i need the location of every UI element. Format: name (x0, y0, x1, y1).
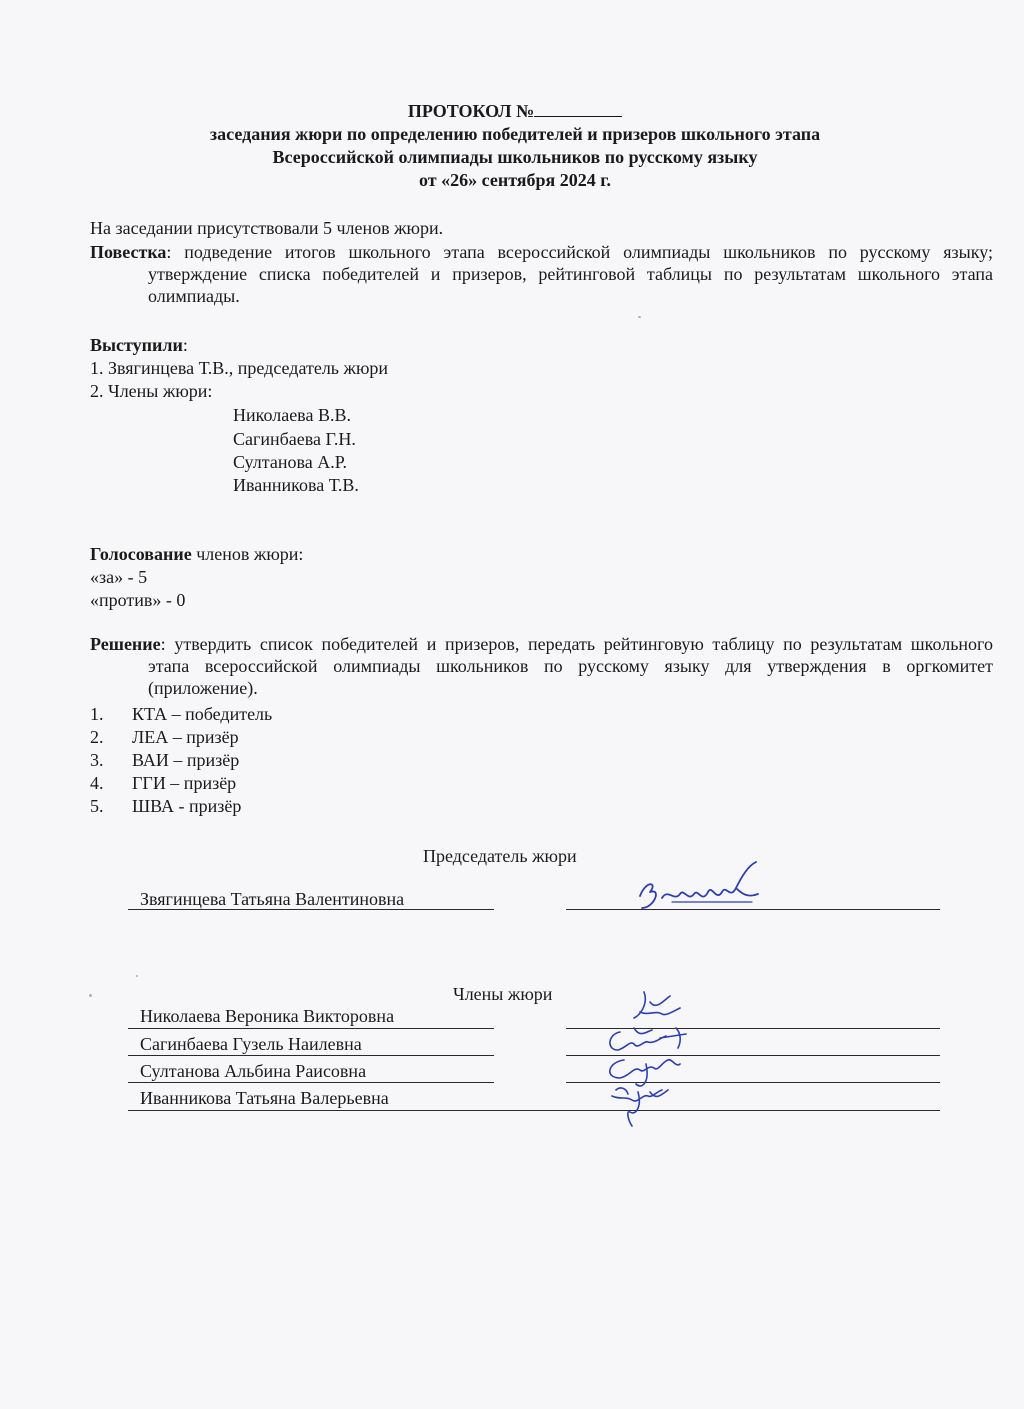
speaker-item-1: 1. Звягинцева Т.В., председатель жюри (90, 358, 389, 378)
header-line-2: заседания жюри по определению победителей и призеров школьного этапа (209, 124, 821, 144)
member-short-4: Иванникова Т.В. (233, 475, 359, 495)
agenda-label: Повестка (90, 242, 167, 262)
protocol-header (90, 100, 940, 192)
member-full-name-3: Султанова Альбина Раисовна (140, 1061, 367, 1081)
member-short-2: Сагинбаева Г.Н. (233, 429, 356, 449)
speakers-heading: Выступили: (90, 335, 188, 355)
chair-heading: Председатель жюри (423, 846, 577, 866)
vote-for: «за» - 5 (90, 567, 148, 587)
member-name-line-1 (128, 1028, 494, 1029)
decision-paragraph (90, 633, 993, 699)
member-signatures (590, 988, 700, 1130)
decision-label: Решение (90, 634, 161, 654)
header-date: от «26» сентября 2024 г. (419, 170, 611, 190)
vote-against: «против» - 0 (90, 590, 186, 610)
list-item: 1. КТА – победитель (90, 704, 273, 724)
scan-speck (136, 975, 138, 977)
member-name-line-3 (128, 1082, 494, 1083)
member-full-name-1: Николаева Вероника Викторовна (140, 1006, 395, 1026)
member-short-1: Николаева В.В. (233, 405, 351, 425)
scan-speck (89, 994, 92, 997)
list-item: 5. ШВА - призёр (90, 796, 242, 816)
protocol-title: ПРОТОКОЛ № (90, 100, 940, 123)
header-line-3: Всероссийской олимпиады школьников по русскому языку (272, 147, 758, 167)
decision-text: : утвердить список победителей и призеров, передать рейтинговую таблицу по результатам школьного этапа всероссийской олимпиады школьников по русскому языку для утверждения в оргкомитет (приложение). (148, 634, 993, 698)
protocol-number-blank (534, 100, 622, 117)
member-line-4 (128, 1110, 940, 1111)
member-short-3: Султанова А.Р. (233, 452, 347, 472)
chair-name-line (128, 909, 494, 910)
member-name-line-2 (128, 1055, 494, 1056)
list-item: 3. ВАИ – призёр (90, 750, 240, 770)
member-full-name-4: Иванникова Татьяна Валерьевна (140, 1088, 389, 1108)
list-item: 4. ГГИ – призёр (90, 773, 237, 793)
chair-signature (632, 858, 772, 918)
agenda-paragraph (90, 241, 993, 307)
members-heading: Члены жюри (453, 984, 553, 1004)
results-list (90, 703, 272, 818)
agenda-text: : подведение итогов школьного этапа всероссийской олимпиады школьников по русскому языку; утверждение списка победителей и призеров, рейтинговой таблицы по результатам школьного этапа олимпиады. (148, 242, 993, 306)
chair-name: Звягинцева Татьяна Валентиновна (140, 889, 405, 909)
voting-heading: Голосование членов жюри: (90, 544, 304, 564)
scan-speck (638, 316, 641, 318)
list-item: 2. ЛЕА – призёр (90, 727, 239, 747)
member-full-name-2: Сагинбаева Гузель Наилевна (140, 1034, 362, 1054)
speaker-item-2: 2. Члены жюри: (90, 381, 213, 401)
attendance-text: На заседании присутствовали 5 членов жюри. (90, 218, 444, 238)
